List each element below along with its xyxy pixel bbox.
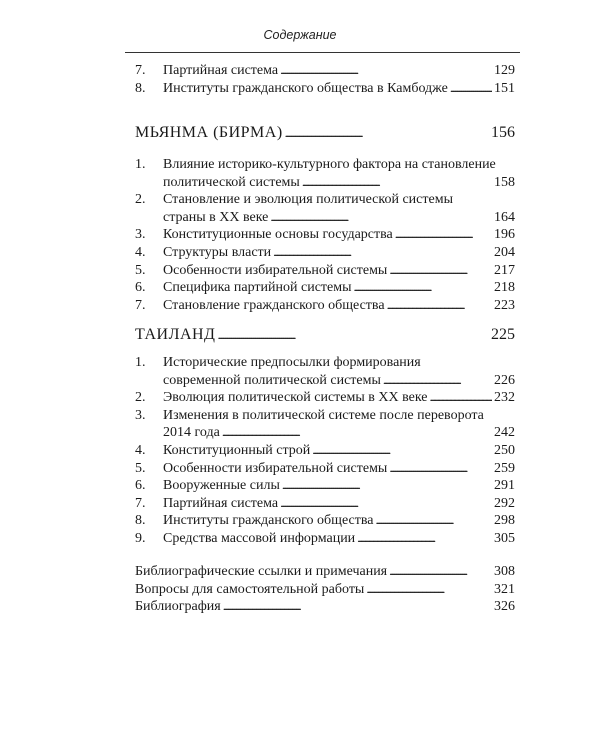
- entry-number: 6.: [135, 280, 146, 296]
- toc-entry[interactable]: [135, 512, 515, 530]
- entry-number: 5.: [135, 262, 146, 278]
- toc-entry[interactable]: [135, 495, 515, 513]
- entry-page: 196: [494, 227, 515, 243]
- entry-page: 129: [494, 63, 515, 78]
- entry-page: 223: [494, 297, 515, 313]
- toc-entry[interactable]: [135, 191, 515, 226]
- leader-dots: [430, 389, 493, 407]
- entry-page: 151: [494, 80, 515, 96]
- section-heading-myanmar[interactable]: [135, 124, 515, 143]
- entry-title: Институты гражданского общества: [163, 513, 374, 529]
- leader-dots: [389, 460, 492, 478]
- entry-number: 4.: [135, 442, 146, 458]
- entry-title: Библиографические ссылки и примечания: [135, 564, 388, 579]
- toc-top-group: [135, 62, 515, 97]
- entry-title: Изменения в политической системе после переворота: [163, 407, 484, 423]
- leader-dots: [217, 326, 489, 345]
- entry-title: Структуры власти: [163, 244, 272, 260]
- entry-title: Институты гражданского общества в Камбодже: [163, 80, 448, 96]
- entry-title-cont: политической системы: [163, 174, 300, 190]
- entry-page: 291: [494, 478, 515, 494]
- toc-entry[interactable]: [135, 563, 515, 581]
- toc-entry[interactable]: [135, 354, 515, 389]
- entry-page: 242: [494, 425, 515, 441]
- section-page: 156: [491, 124, 515, 141]
- leader-dots: [354, 279, 492, 297]
- entry-number: 7.: [135, 297, 146, 313]
- toc-entry[interactable]: [135, 598, 515, 616]
- toc-entry[interactable]: [135, 389, 515, 407]
- toc-entry[interactable]: [135, 460, 515, 478]
- toc-back-matter: [135, 563, 515, 616]
- entry-number: 7.: [135, 63, 146, 78]
- leader-dots: [383, 372, 492, 390]
- entry-title: Партийная система: [163, 63, 279, 78]
- leader-dots: [450, 80, 492, 98]
- entry-number: 2.: [135, 390, 146, 406]
- entry-page: 218: [494, 280, 515, 296]
- entry-number: 1.: [135, 355, 146, 370]
- leader-dots: [285, 124, 489, 143]
- header-rule: [125, 52, 520, 53]
- toc-entry[interactable]: [135, 279, 515, 297]
- leader-dots: [389, 262, 492, 280]
- leader-dots: [270, 209, 492, 227]
- entry-title: Особенности избирательной системы: [163, 262, 388, 278]
- leader-dots: [273, 244, 492, 262]
- section-title: ТАИЛАНД: [135, 326, 216, 343]
- toc-entry[interactable]: [135, 530, 515, 548]
- entry-page: 217: [494, 262, 515, 278]
- leader-dots: [302, 174, 492, 192]
- entry-title: Исторические предпосылки формирования: [163, 355, 421, 370]
- entry-page: 321: [494, 581, 515, 597]
- entry-number: 8.: [135, 513, 146, 529]
- leader-dots: [366, 581, 492, 599]
- entry-title: Вооруженные силы: [163, 478, 280, 494]
- entry-title: Становление и эволюция политической системы: [163, 192, 453, 208]
- toc-entry[interactable]: [135, 442, 515, 460]
- entry-page: 226: [494, 372, 515, 388]
- leader-dots: [282, 477, 492, 495]
- entry-page: 292: [494, 495, 515, 511]
- entry-page: 308: [494, 564, 515, 579]
- toc-entry[interactable]: [135, 297, 515, 315]
- entry-title: Особенности избирательной системы: [163, 460, 388, 476]
- entry-page: 259: [494, 460, 515, 476]
- toc-entry[interactable]: [135, 62, 515, 80]
- entry-title: Становление гражданского общества: [163, 297, 385, 313]
- leader-dots: [375, 512, 492, 530]
- entry-title: Партийная система: [163, 495, 279, 511]
- entry-title: Влияние историко-культурного фактора на становление: [163, 157, 496, 172]
- leader-dots: [223, 598, 492, 616]
- entry-page: 326: [494, 599, 515, 615]
- entry-title: Эволюция политической системы в XX веке: [163, 390, 428, 406]
- toc-thailand-group: [135, 354, 515, 548]
- leader-dots: [312, 442, 492, 460]
- entry-page: 164: [494, 209, 515, 225]
- entry-number: 8.: [135, 80, 146, 96]
- entry-number: 1.: [135, 157, 146, 172]
- entry-page: 305: [494, 530, 515, 546]
- leader-dots: [357, 530, 492, 548]
- entry-number: 5.: [135, 460, 146, 476]
- running-header: Содержание: [263, 28, 337, 42]
- entry-number: 2.: [135, 192, 146, 208]
- entry-title: Конституционные основы государства: [163, 227, 393, 243]
- entry-number: 9.: [135, 530, 146, 546]
- entry-number: 3.: [135, 227, 146, 243]
- entry-title-cont: страны в XX веке: [163, 209, 269, 225]
- entry-title: Конституционный строй: [163, 442, 311, 458]
- toc-entry[interactable]: [135, 407, 515, 442]
- toc-entry[interactable]: [135, 226, 515, 244]
- entry-title: Библиография: [135, 599, 221, 615]
- leader-dots: [389, 563, 492, 581]
- toc-entry[interactable]: [135, 581, 515, 599]
- entry-title-cont: 2014 года: [163, 425, 220, 441]
- entry-page: 204: [494, 244, 515, 260]
- toc-entry[interactable]: [135, 244, 515, 262]
- leader-dots: [280, 62, 492, 80]
- leader-dots: [222, 424, 492, 442]
- entry-title-cont: современной политической системы: [163, 372, 381, 388]
- section-page: 225: [491, 326, 515, 343]
- entry-number: 4.: [135, 244, 146, 260]
- section-heading-thailand[interactable]: [135, 326, 515, 345]
- section-title: МЬЯНМА (БИРМА): [135, 124, 283, 141]
- leader-dots: [395, 226, 492, 244]
- toc-entry[interactable]: [135, 80, 515, 98]
- entry-page: 298: [494, 513, 515, 529]
- toc-entry[interactable]: [135, 477, 515, 495]
- entry-number: 7.: [135, 495, 146, 511]
- toc-myanmar-group: [135, 156, 515, 314]
- entry-number: 6.: [135, 478, 146, 494]
- entry-page: 250: [494, 442, 515, 458]
- entry-title: Средства массовой информации: [163, 530, 356, 546]
- entry-title: Вопросы для самостоятельной работы: [135, 581, 365, 597]
- toc-entry[interactable]: [135, 262, 515, 280]
- leader-dots: [280, 495, 492, 513]
- entry-page: 232: [494, 390, 515, 406]
- entry-number: 3.: [135, 407, 146, 423]
- leader-dots: [387, 297, 492, 315]
- entry-page: 158: [494, 174, 515, 190]
- entry-title: Специфика партийной системы: [163, 280, 352, 296]
- toc-entry[interactable]: [135, 156, 515, 191]
